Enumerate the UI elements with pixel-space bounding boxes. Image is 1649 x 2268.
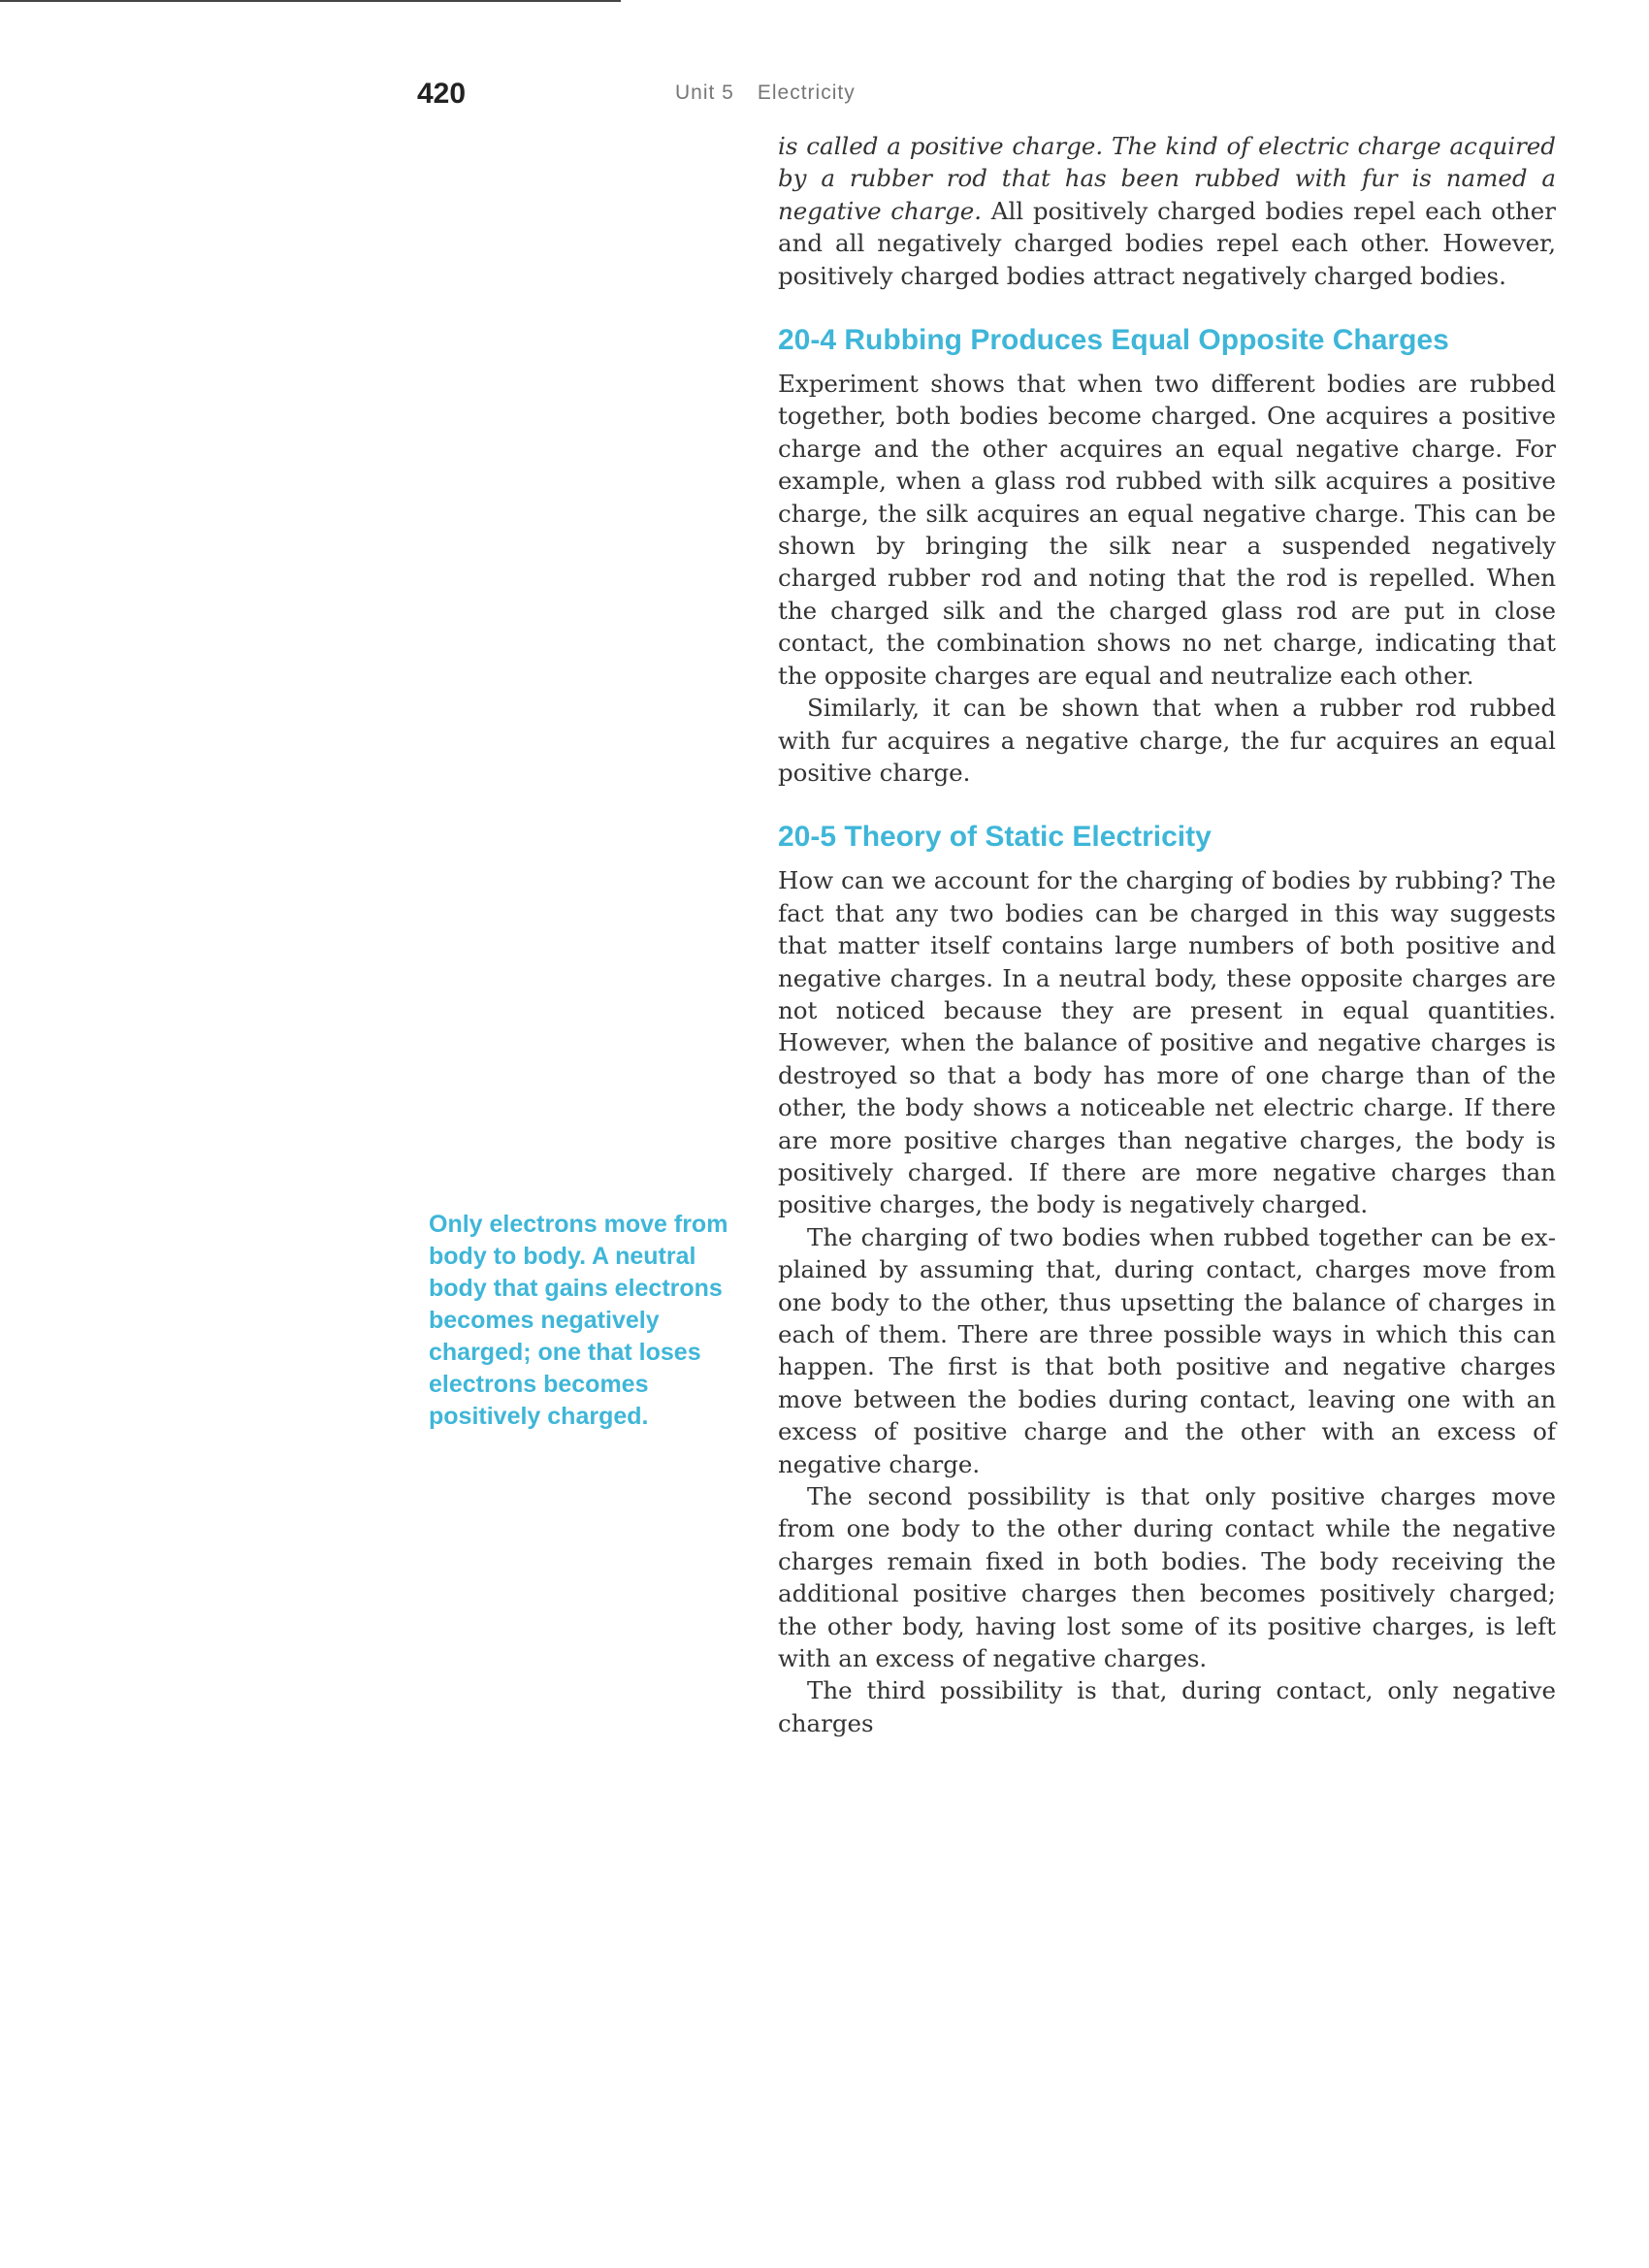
section-20-5-paragraph-3: The second possibility is that only positive charges move from one body to the other during contact while the negative charges remain fixed in both bodies. The body receiving the additional positive charges then becomes positively charged; the other body, having lost some of its positive charges, is left with an excess of negative charges. [778,1482,1556,1673]
section-heading-20-4: 20-4 Rubbing Produces Equal Opposite Charges [778,324,1449,357]
page-number: 420 [417,78,467,110]
main-text-column [778,130,1556,1739]
margin-note: Only electrons move from body to body. A neutral body that gains electrons becomes negatively charged; one that loses electrons becomes positively charged. [429,1211,728,1430]
section-heading-20-5: 20-5 Theory of Static Electricity [778,821,1212,854]
running-head-unit: Unit 5 [675,81,734,104]
running-head [675,81,879,105]
intro-text: All positively charged bodies repel each other and all negatively charged bodies repel each other. However, positively charged bodies attract negatively charged bodies. [778,196,1556,290]
running-head-chapter: Electricity [757,81,856,104]
section-20-4-paragraph-1: Experiment shows that when two different bodies are rubbed together, both bodies become charged. One acquires a positive charge and the other acquires an equal negative charge. For example, when a glass rod rubbed with silk acquires a positive charge, the silk acquires an equal negative charge. This can be shown by bringing the silk near a suspended negatively charged rubber rod and noting that the rod is repelled. When the charged silk and the charged glass rod are put in close contact, the combination shows no net charge, indicating that the opposite charges are equal and neutralize each other. [778,370,1556,690]
scan-top-edge [0,0,621,2]
section-20-5-paragraph-4: The third possibility is that, during contact, only negative charges [778,1676,1556,1737]
intro-paragraph [778,130,1556,292]
section-20-5-paragraph-2: The charging of two bodies when rubbed together can be explained by assuming that, during contact, charges move from one body to the other, thus upsetting the balance of charges in each of them. There are three possible ways in which this can happen. The first is that both positive and negative charges move between the bodies during contact, leaving one with an excess of positive charge and the other with an excess of negative charge. [778,1222,1556,1478]
section-20-5-paragraph-1: How can we account for the charging of bodies by rubbing? The fact that any two bodies can be charged in this way suggests that matter itself contains large numbers of both positive and negative charges. In a neutral body, these opposite charges are not noticed because they are present in equal quantities. However, when the balance of positive and negative charges is destroyed so that a body has more of one charge than of the other, the body shows a noticeable net electric charge. If there are more positive charges than negative charges, the body is positively charged. If there are more negative charges than positive charges, the body is negatively charged. [778,866,1556,1219]
intro-italic-text: is called a positive charge. The kind of electric charge acquired by a rubber rod that has been rubbed with fur is named a negative charge. [778,132,1556,225]
section-20-4-paragraph-2: Similarly, it can be shown that when a rubber rod rubbed with fur acquires a negative charge, the fur acquires an equal positive charge. [778,694,1556,787]
